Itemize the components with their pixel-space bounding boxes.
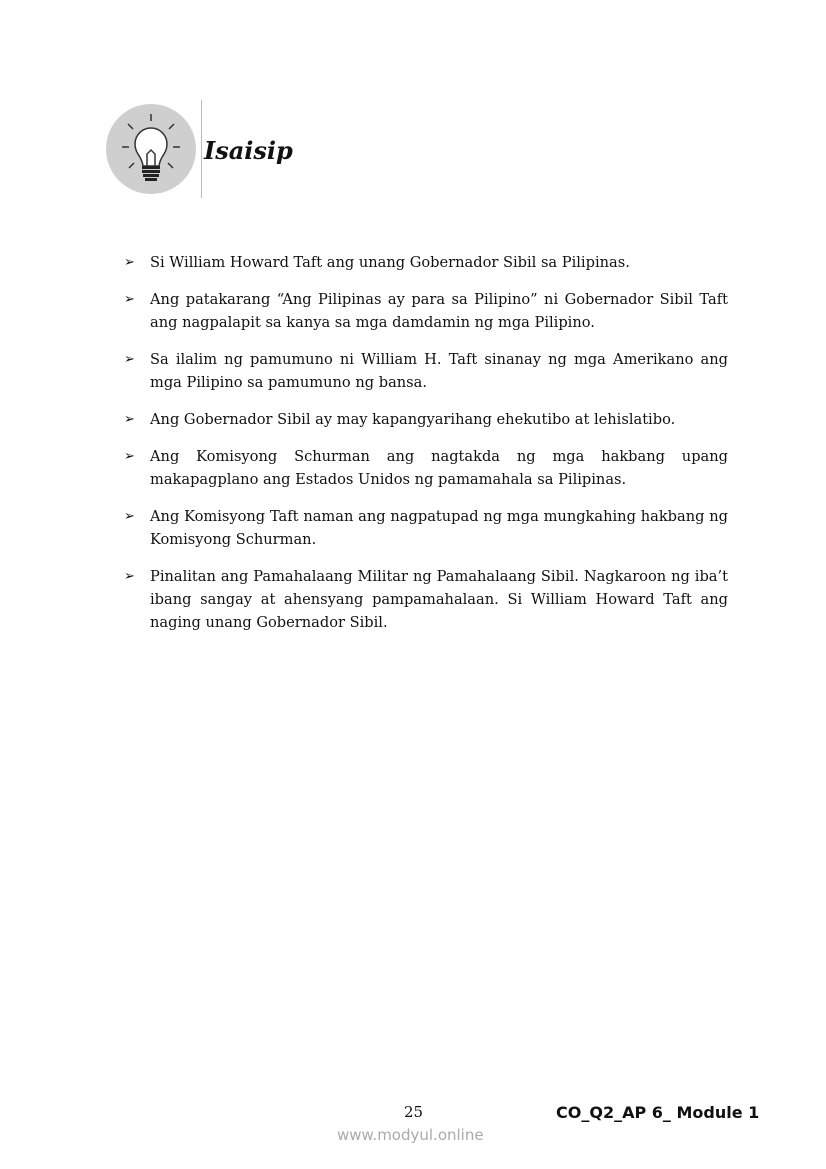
arrow-bullet-icon: ➢ [124,449,135,464]
key-points-list [124,251,728,648]
list-item: ➢ Ang Gobernador Sibil ay may kapangyarihang ehekutibo at lehislatibo. [124,408,728,431]
arrow-bullet-icon: ➢ [124,412,135,427]
list-item: ➢ Ang patakarang “Ang Pilipinas ay para sa Pilipino” ni Gobernador Sibil Taft ang nagpalapit sa kanya sa mga damdamin ng mga Pilipino. [124,288,728,334]
arrow-bullet-icon: ➢ [124,255,135,270]
watermark: www.modyul.online [337,1126,484,1144]
arrow-bullet-icon: ➢ [124,569,135,584]
header-divider [201,100,202,198]
lightbulb-icon [106,104,196,194]
section-title: Isaisip [204,136,293,165]
page-number: 25 [404,1103,424,1121]
list-item: ➢ Pinalitan ang Pamahalaang Militar ng Pamahalaang Sibil. Nagkaroon ng iba’t ibang sangay at ahensyang pampamahalaan. Si William Howard Taft ang naging unang Gobernador Sibil. [124,565,728,634]
arrow-bullet-icon: ➢ [124,352,135,367]
arrow-bullet-icon: ➢ [124,292,135,307]
list-item: ➢ Si William Howard Taft ang unang Gobernador Sibil sa Pilipinas. [124,251,728,274]
list-item: ➢ Ang Komisyong Taft naman ang nagpatupad ng mga mungkahing hakbang ng Komisyong Schurman. [124,505,728,551]
arrow-bullet-icon: ➢ [124,509,135,524]
list-item: ➢ Sa ilalim ng pamumuno ni William H. Taft sinanay ng mga Amerikano ang mga Pilipino sa pamumuno ng bansa. [124,348,728,394]
list-item: ➢ Ang Komisyong Schurman ang nagtakda ng mga hakbang upang makapagplano ang Estados Unidos ng pamamahala sa Pilipinas. [124,445,728,491]
module-code: CO_Q2_AP 6_ Module 1 [556,1103,760,1122]
